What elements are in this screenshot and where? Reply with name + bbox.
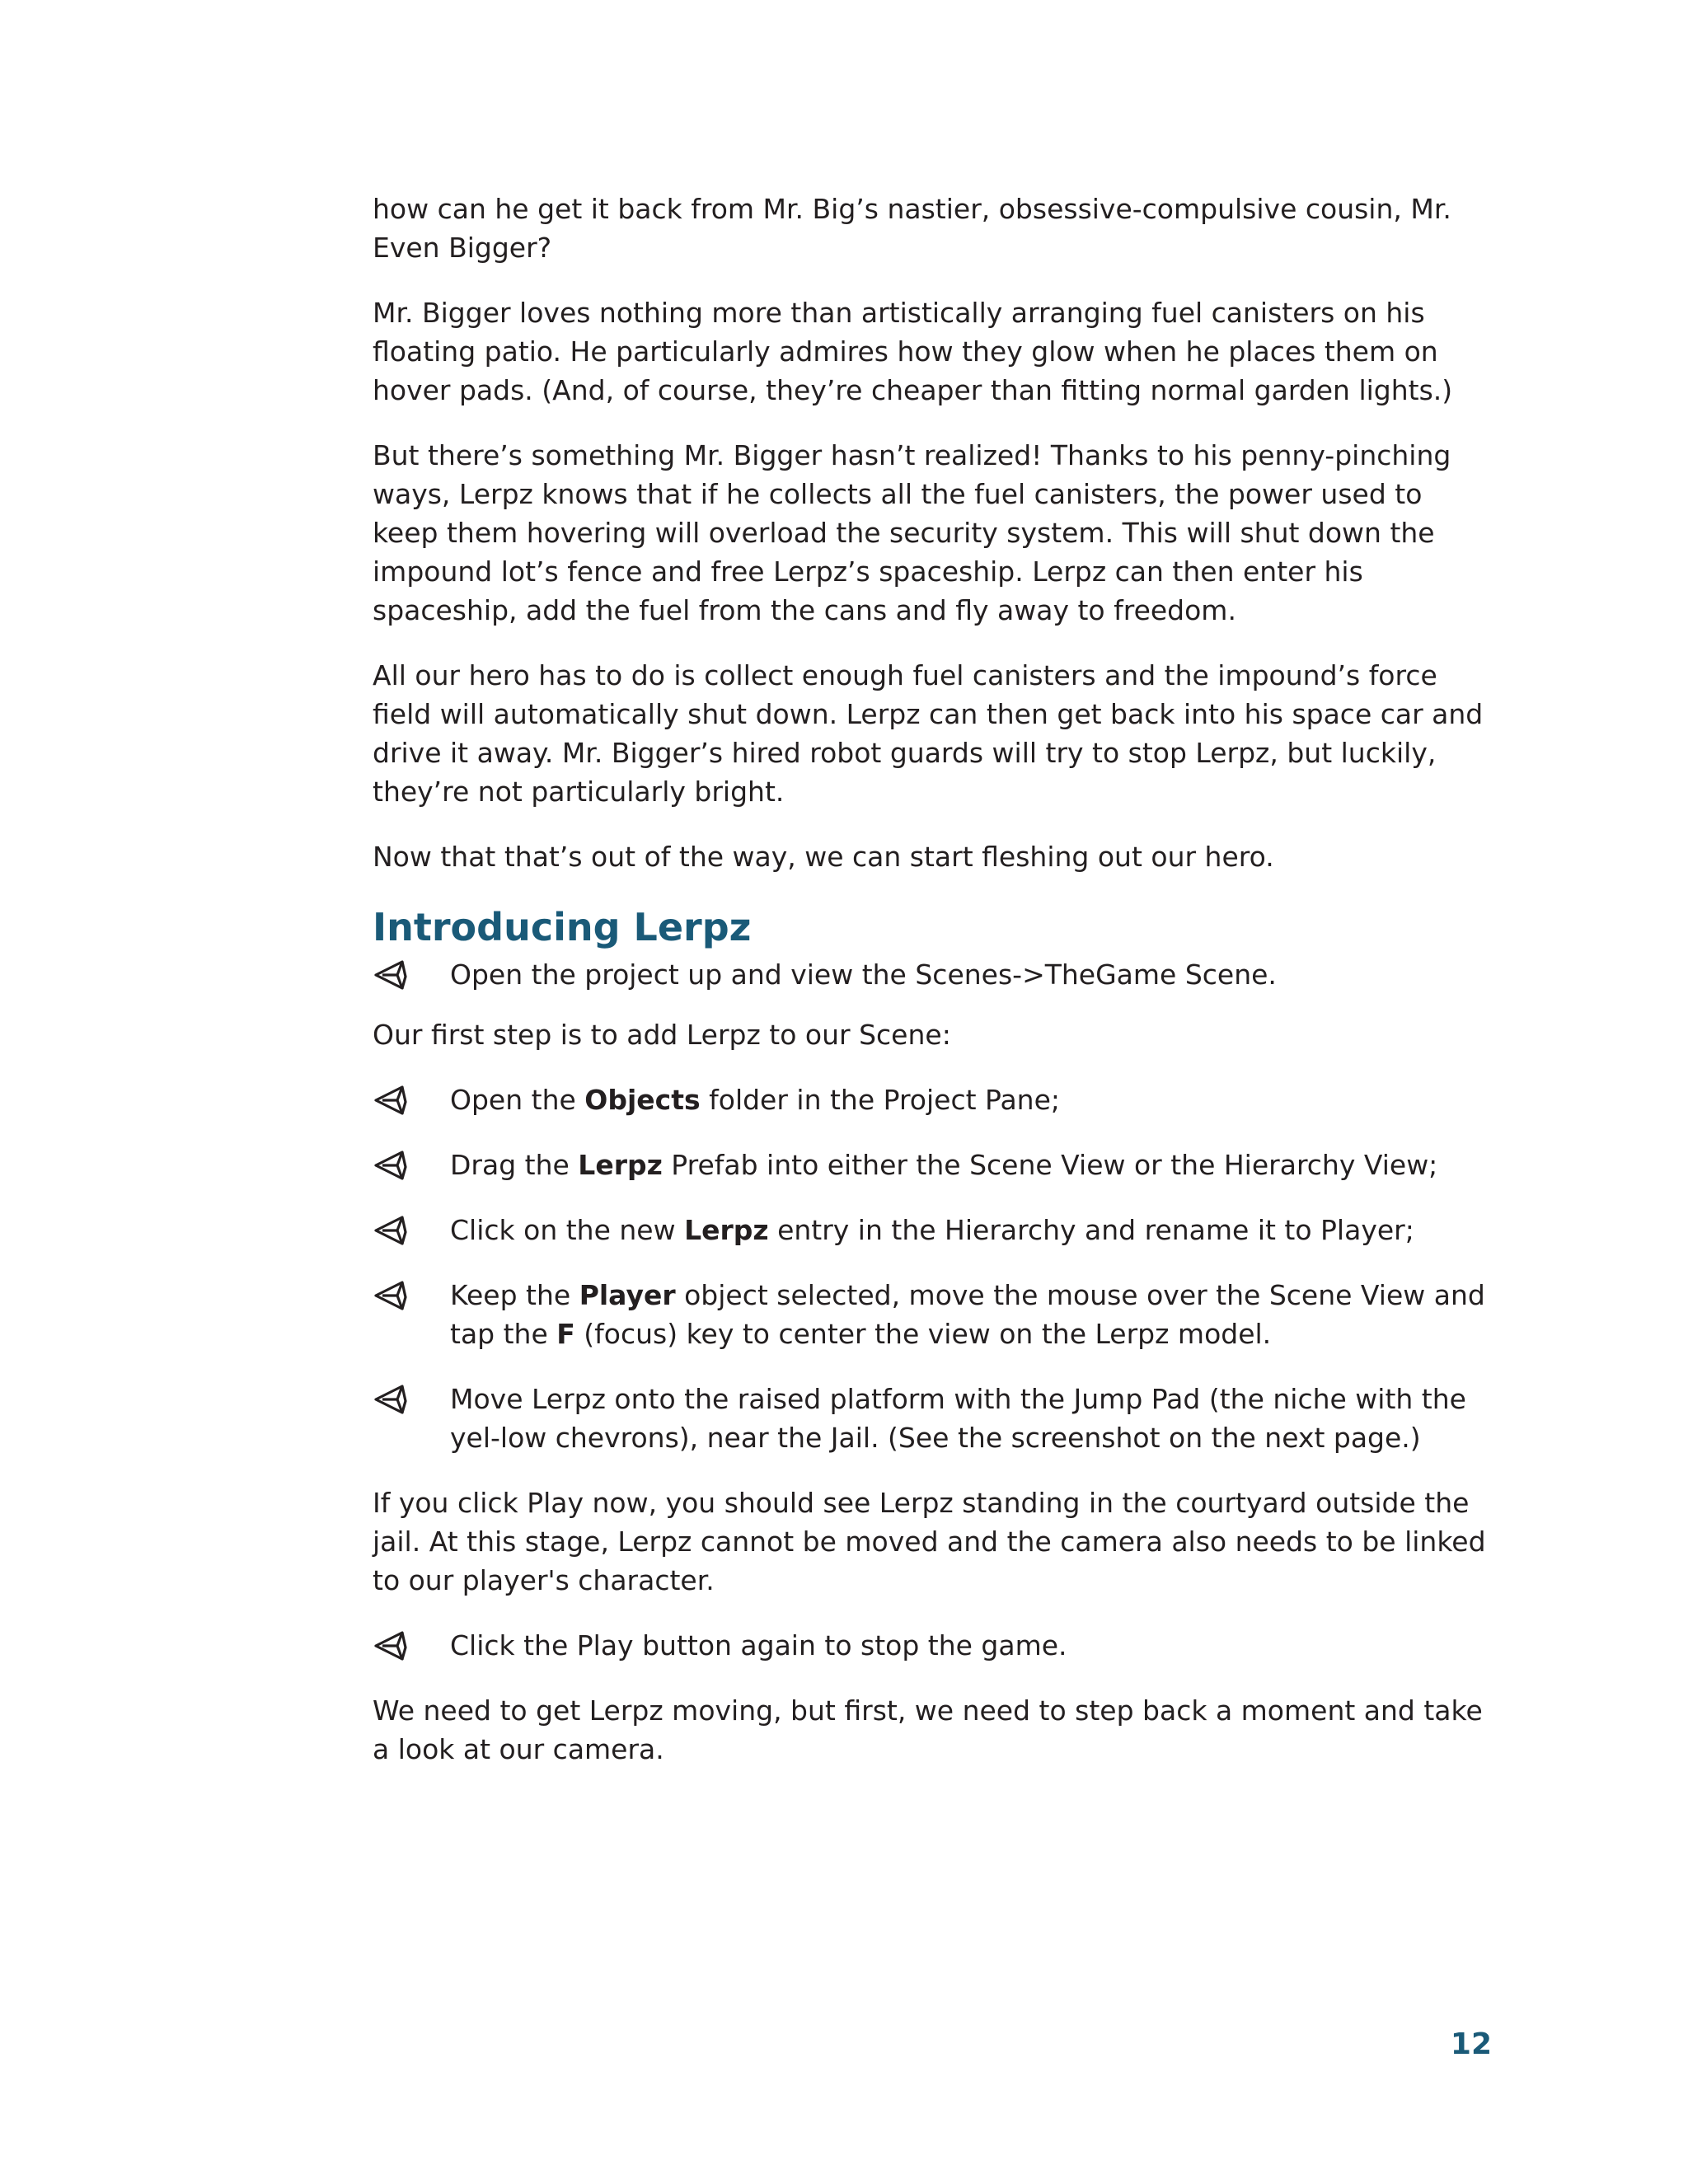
step-text-pre: Click on the new (450, 1214, 685, 1246)
story-paragraph-4: All our hero has to do is collect enough fuel canisters and the impound’s force field will automatically shut down. Lerpz can then get back into his space car and drive it away. Mr. Bigger’s hired robot guards will try to stop Lerpz, but luckily, they’re not particularly bright. (373, 659, 1484, 808)
step-text-post: Prefab into either the Scene View or the Hierarchy View; (662, 1149, 1438, 1181)
step-text-bold-key: F (556, 1318, 575, 1350)
step-text-pre: Open the (450, 1084, 585, 1116)
steps-intro: Our first step is to add Lerpz to our Scene: (373, 1019, 951, 1051)
step-focus (373, 1276, 1493, 1353)
step-open-project (373, 955, 1493, 994)
unity-logo-icon (373, 1082, 409, 1118)
unity-logo-icon (373, 1628, 409, 1664)
story-paragraph-1: how can he get it back from Mr. Big’s nastier, obsessive-compulsive cousin, Mr. Even Bigger? (373, 193, 1451, 264)
step-text-bold: Lerpz (578, 1149, 663, 1181)
step-rename (373, 1211, 1493, 1249)
unity-logo-icon (373, 957, 409, 993)
story-paragraph-5: Now that that’s out of the way, we can start fleshing out our hero. (373, 841, 1274, 873)
step-text: Open the project up and view the Scenes->TheGame Scene. (450, 958, 1277, 991)
step-text-mid: object selected, move the mouse over the Scene View and tap the (450, 1279, 1485, 1350)
step-text-pre: Keep the (450, 1279, 579, 1311)
step-move-lerpz (373, 1380, 1493, 1457)
step-text-pre: Drag the (450, 1149, 579, 1181)
step-text-bold: Lerpz (684, 1214, 769, 1246)
page-body (373, 190, 1493, 1795)
after-steps-paragraph: If you click Play now, you should see Lerpz standing in the courtyard outside the jail. At this stage, Lerpz cannot be moved and the camera also needs to be linked to our player's character. (373, 1487, 1486, 1596)
unity-logo-icon (373, 1212, 409, 1249)
step-text-post: folder in the Project Pane; (700, 1084, 1061, 1116)
step-text-bold: Player (579, 1279, 676, 1311)
step-text-post: entry in the Hierarchy and rename it to Player; (768, 1214, 1414, 1246)
story-paragraph-3: But there’s something Mr. Bigger hasn’t realized! Thanks to his penny-pinching ways, Lerpz knows that if he collects all the fuel canisters, the power used to keep them hovering will overload the security system. This will shut down the impound lot’s fence and free Lerpz’s spaceship. Lerpz can then enter his spaceship, add the fuel from the cans and fly away to freedom. (373, 439, 1451, 626)
unity-logo-icon (373, 1277, 409, 1314)
closing-paragraph: We need to get Lerpz moving, but first, we need to step back a moment and take a look at our camera. (373, 1694, 1483, 1765)
unity-logo-icon (373, 1381, 409, 1418)
section-heading: Introducing Lerpz (373, 905, 752, 949)
step-text: Click the Play button again to stop the game. (450, 1629, 1067, 1661)
unity-logo-icon (373, 1147, 409, 1183)
step-drag-prefab (373, 1146, 1493, 1184)
step-stop-game (373, 1626, 1493, 1665)
step-open-objects (373, 1080, 1493, 1119)
step-text: Move Lerpz onto the raised platform with the Jump Pad (the niche with the yel-low chevrons), near the Jail. (See the screenshot on the next page.) (450, 1383, 1466, 1454)
story-paragraph-2: Mr. Bigger loves nothing more than artistically arranging fuel canisters on his floating patio. He particularly admires how they glow when he places them on hover pads. (And, of course, they’re cheaper than fitting normal garden lights.) (373, 297, 1453, 406)
step-text-bold: Objects (584, 1084, 701, 1116)
page-number: 12 (1450, 2027, 1492, 2061)
step-text-post: (focus) key to center the view on the Lerpz model. (574, 1318, 1272, 1350)
